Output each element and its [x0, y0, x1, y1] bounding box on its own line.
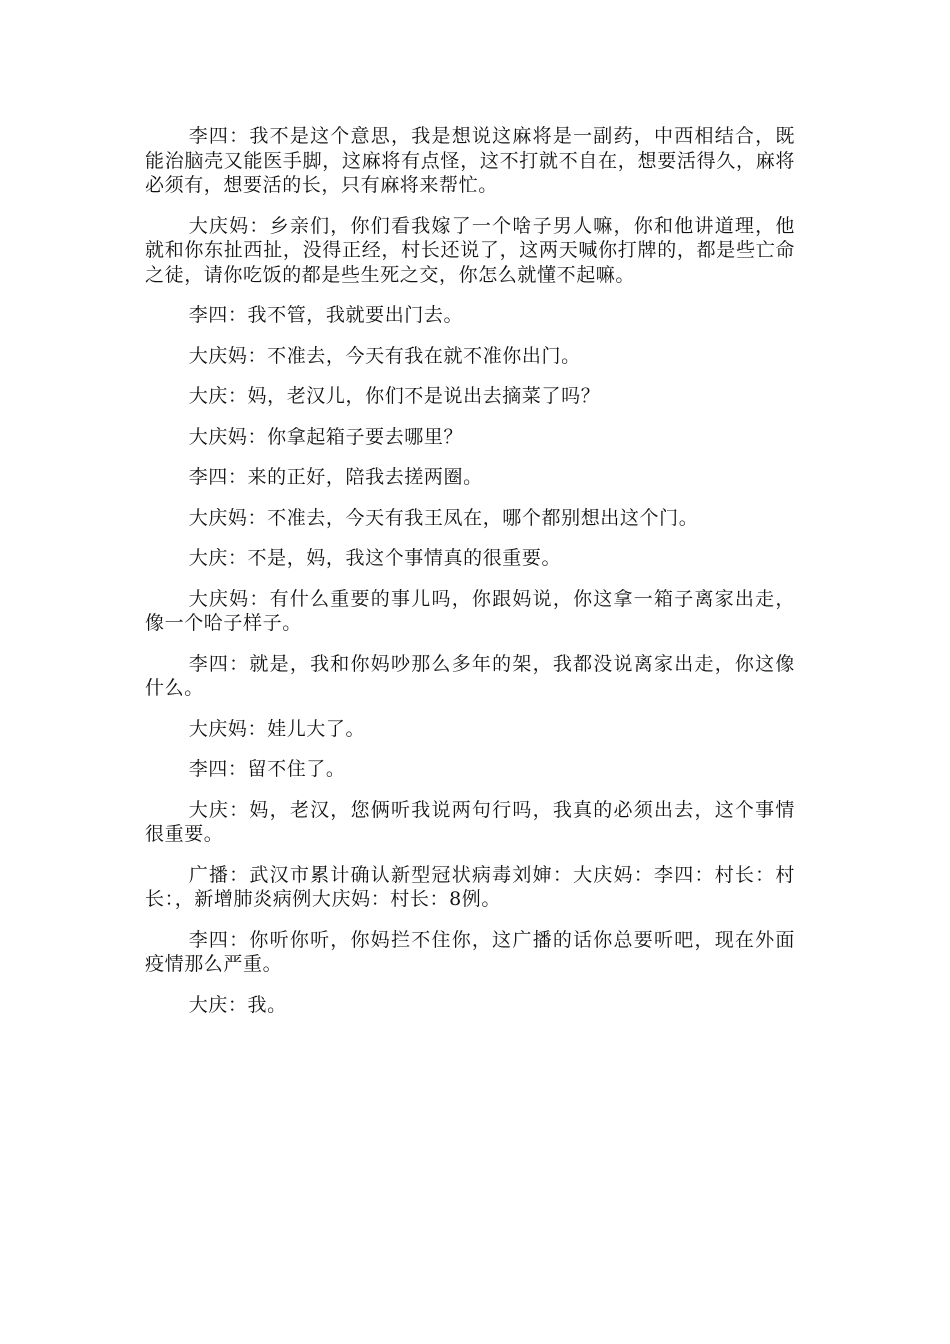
paragraph: 大庆：妈，老汉，您俩听我说两句行吗，我真的必须出去，这个事情很重要。 [145, 798, 795, 845]
paragraph: 李四：就是，我和你妈吵那么多年的架，我都没说离家出走，你这像什么。 [145, 652, 795, 699]
paragraph: 大庆妈：有什么重要的事儿吗，你跟妈说，你这拿一箱子离家出走，像一个哈子样子。 [145, 587, 795, 634]
paragraph: 大庆妈：不准去，今天有我王凤在，哪个都别想出这个门。 [188, 506, 699, 529]
paragraph: 大庆妈：娃儿大了。 [188, 717, 366, 740]
paragraph: 李四：你听你听，你妈拦不住你，这广播的话你总要听吧，现在外面疫情那么严重。 [145, 928, 795, 975]
paragraph: 大庆：我。 [188, 993, 287, 1016]
paragraph: 广播：武汉市累计确认新型冠状病毒刘婶：大庆妈：李四：村长：村长：，新增肺炎病例大庆妈：村长：8例。 [145, 863, 795, 910]
paragraph: 大庆妈：不准去，今天有我在就不准你出门。 [188, 344, 581, 367]
paragraph: 李四：留不住了。 [188, 758, 346, 780]
paragraph: 李四：我不管，我就要出门去。 [188, 304, 464, 326]
paragraph: 大庆妈：你拿起箱子要去哪里？ [188, 425, 464, 448]
paragraph: 李四：我不是这个意思，我是想说这麻将是一副药，中西相结合，既能治脑壳又能医手脚，这麻将有点怪，这不打就不自在，想要活得久，麻将必须有，想要活的长，只有麻将来帮忙。 [145, 125, 795, 196]
paragraph: 李四：来的正好，陪我去搓两圈。 [188, 466, 483, 488]
paragraph: 大庆：不是，妈，我这个事情真的很重要。 [188, 547, 562, 569]
paragraph: 大庆妈：乡亲们，你们看我嫁了一个啥子男人嘛，你和他讲道理，他就和你东扯西扯，没得正经，村长还说了，这两天喊你打牌的，都是些亡命之徒，请你吃饭的都是些生死之交，你怎么就懂不起嘛。 [145, 214, 795, 286]
document-body [145, 124, 795, 1033]
paragraph: 大庆：妈，老汉儿，你们不是说出去摘菜了吗？ [188, 385, 601, 407]
